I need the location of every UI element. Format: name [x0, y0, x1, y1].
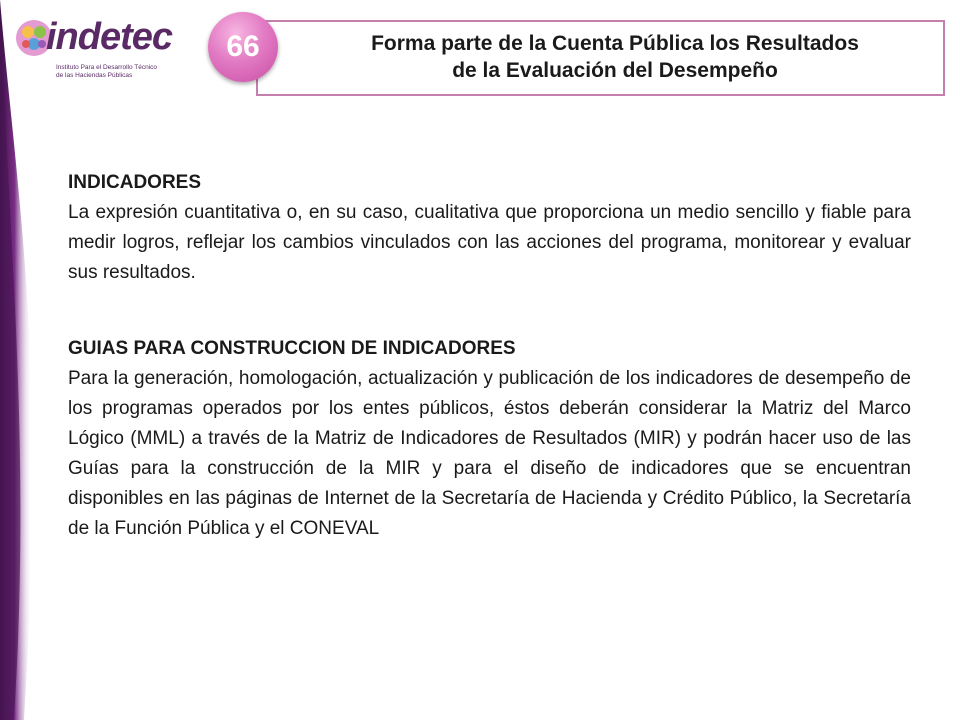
page-title-line1: Forma parte de la Cuenta Pública los Resultados [371, 32, 859, 55]
page-title-line2: de la Evaluación del Desempeño [452, 59, 778, 82]
left-swoosh-decoration [0, 0, 60, 720]
page-title [300, 30, 930, 84]
section-heading-guias: GUIAS PARA CONSTRUCCION DE INDICADORES [68, 338, 516, 359]
logo-subtitle-line1: Instituto Para el Desarrollo Técnico [56, 64, 158, 71]
logo-subtitle [56, 64, 196, 79]
indetec-logo [8, 8, 198, 88]
section-heading-indicadores: INDICADORES [68, 172, 202, 193]
section-body-indicadores: La expresión cuantitativa o, en su caso, cualitativa que proporciona un medio sencillo y fiable para medir logros, reflejar los cambios vinculados con las acciones del programa, monitorear y evaluar sus resultados. [68, 202, 911, 283]
section-body-guias: Para la generación, homologación, actualización y publicación de los indicadores de desempeño de los programas operados por los entes públicos, éstos deberán considerar la Matriz del Marco Lógico (MML) a través de la Matriz de Indicadores de Resultados (MIR) y podrán hacer uso de las Guías para la construcción de la MIR y para el diseño de indicadores que se encuentran disponibles en las páginas de Internet de la Secretaría de Hacienda y Crédito Público, la Secretaría de la Función Pública y el CONEVAL [68, 368, 911, 539]
section-gap [68, 288, 911, 334]
logo-wordmark: indetec [46, 16, 173, 58]
logo-subtitle-line2: de las Haciendas Públicas [56, 71, 133, 79]
page-number-badge: 66 [208, 12, 278, 82]
main-content [68, 168, 911, 544]
